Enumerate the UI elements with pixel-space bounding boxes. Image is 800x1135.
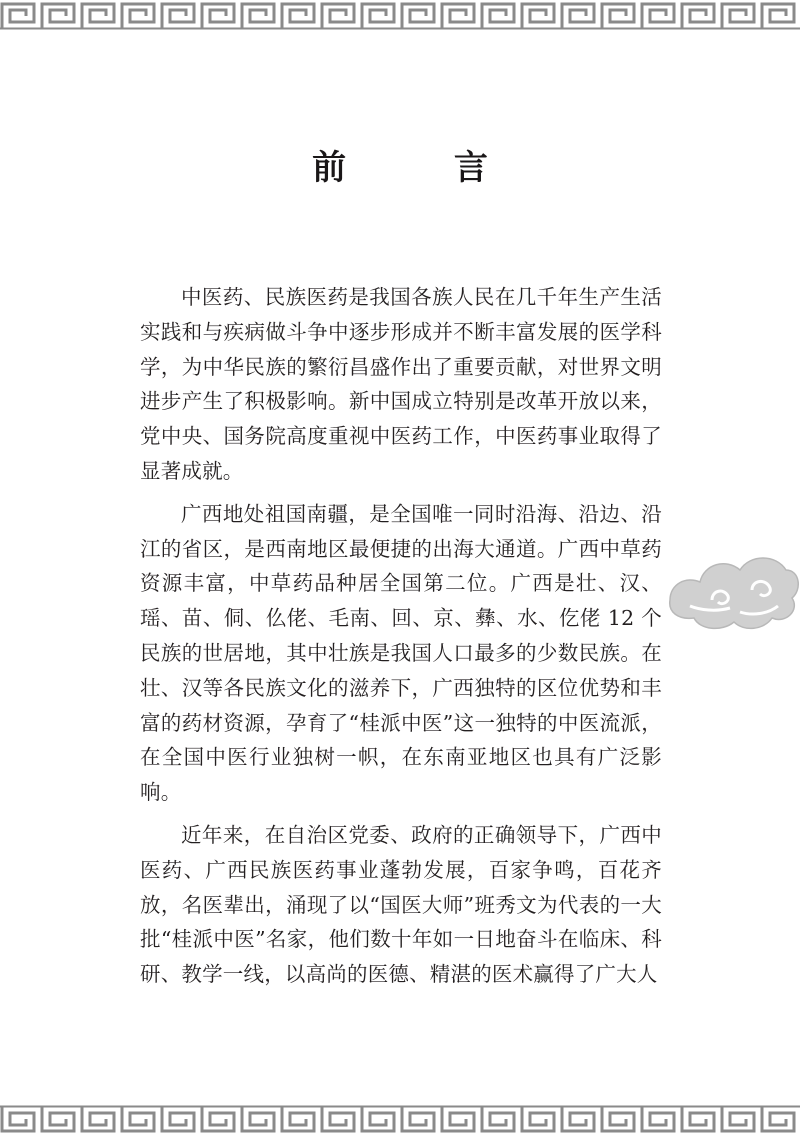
auspicious-cloud-icon bbox=[660, 540, 800, 636]
paragraph-3: 近年来，在自治区党委、政府的正确领导下，广西中医药、广西民族医药事业蓬勃发展，百家争鸣，百花齐放，名医辈出，涌现了以“国医大师”班秀文为代表的一大批“桂派中医”名家，他们数十年如一日地奋斗在临床、科研、教学一线，以高尚的医德、精湛的医术赢得了广大人 bbox=[140, 822, 662, 987]
paragraph-2: 广西地处祖国南疆，是全国唯一同时沿海、沿边、沿江的省区，是西南地区最便捷的出海大通道。广西中草药资源丰富，中草药品种居全国第二位。广西是壮、汉、瑶、苗、侗、仫佬、毛南、回、京、彝、水、仡佬 12 个民族的世居地，其中壮族是我国人口最多的少数民族。在壮、汉等各民族文化的滋养下，广西独特的区位优势和丰富的药材资源，孕育了“桂派中医”这一独特的中医流派，在全国中医行业独树一帜，在东南亚地区也具有广泛影响。 bbox=[140, 501, 662, 805]
page-title: 前 言 bbox=[312, 148, 536, 188]
preface-body bbox=[140, 280, 662, 1000]
paragraph-1: 中医药、民族医药是我国各族人民在几千年生产生活实践和与疾病做斗争中逐步形成并不断丰富发展的医学科学，为中华民族的繁衍昌盛作出了重要贡献，对世界文明进步产生了积极影响。新中国成立特别是改革开放以来，党中央、国务院高度重视中医药工作，中医药事业取得了显著成就。 bbox=[140, 285, 662, 483]
bottom-greek-key-border bbox=[0, 1105, 800, 1135]
top-greek-key-border bbox=[0, 0, 800, 30]
